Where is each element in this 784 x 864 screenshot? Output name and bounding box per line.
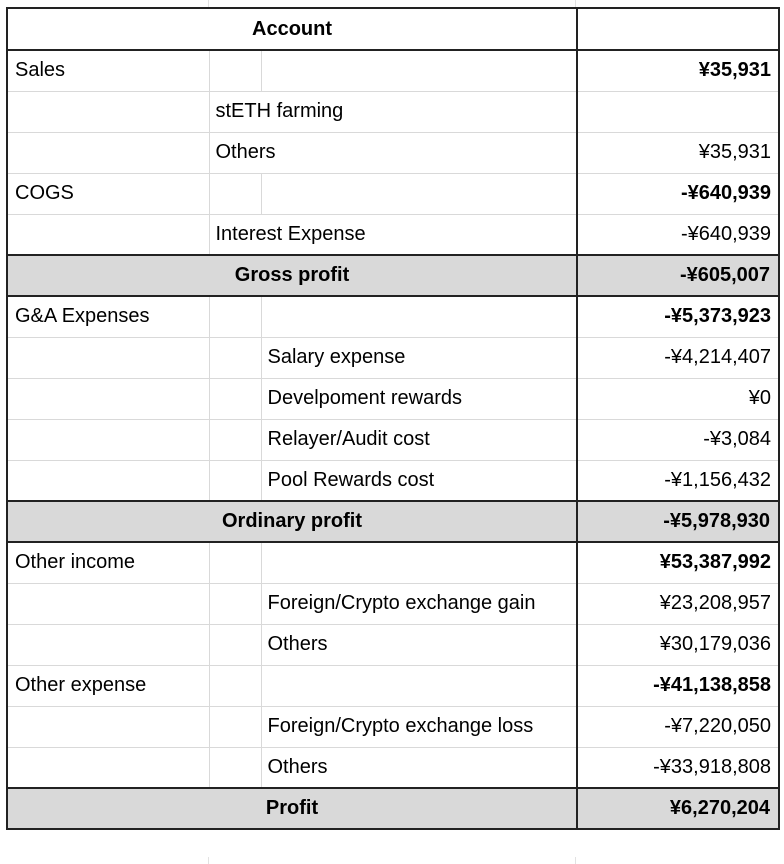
sub-item-cell[interactable]: Develpoment rewards bbox=[261, 378, 577, 419]
empty-cell[interactable] bbox=[209, 173, 261, 214]
account-label-cell[interactable]: Other expense bbox=[7, 665, 209, 706]
amount-cell[interactable]: ¥35,931 bbox=[577, 132, 779, 173]
table-row bbox=[7, 214, 779, 255]
amount-cell[interactable]: -¥640,939 bbox=[577, 214, 779, 255]
table-row bbox=[7, 296, 779, 337]
sub-item-cell[interactable]: Relayer/Audit cost bbox=[261, 419, 577, 460]
header-account-cell[interactable]: Account bbox=[7, 8, 577, 50]
empty-cell[interactable] bbox=[7, 624, 209, 665]
empty-cell[interactable] bbox=[7, 706, 209, 747]
sub-item-cell[interactable]: Salary expense bbox=[261, 337, 577, 378]
header-amount-cell[interactable] bbox=[577, 8, 779, 50]
amount-cell[interactable]: -¥640,939 bbox=[577, 173, 779, 214]
amount-cell[interactable]: -¥41,138,858 bbox=[577, 665, 779, 706]
empty-cell[interactable] bbox=[209, 665, 261, 706]
empty-cell[interactable] bbox=[7, 132, 209, 173]
table-row bbox=[7, 706, 779, 747]
table-row bbox=[7, 419, 779, 460]
sub-item-cell[interactable]: Foreign/Crypto exchange loss bbox=[261, 706, 577, 747]
table-row bbox=[7, 747, 779, 788]
table-row bbox=[7, 624, 779, 665]
empty-cell[interactable] bbox=[7, 747, 209, 788]
empty-cell[interactable] bbox=[7, 91, 209, 132]
gridline bbox=[575, 857, 576, 864]
total-label-cell[interactable]: Profit bbox=[7, 788, 577, 829]
empty-cell[interactable] bbox=[209, 50, 261, 91]
table-row bbox=[7, 378, 779, 419]
account-label-cell[interactable]: Sales bbox=[7, 50, 209, 91]
empty-cell[interactable] bbox=[261, 50, 577, 91]
table-row bbox=[7, 91, 779, 132]
sub-item-cell[interactable]: Pool Rewards cost bbox=[261, 460, 577, 501]
amount-cell[interactable]: -¥4,214,407 bbox=[577, 337, 779, 378]
empty-cell[interactable] bbox=[209, 624, 261, 665]
table-row bbox=[7, 460, 779, 501]
table-row bbox=[7, 173, 779, 214]
sub-item-cell[interactable]: stETH farming bbox=[209, 91, 577, 132]
amount-cell[interactable]: ¥30,179,036 bbox=[577, 624, 779, 665]
empty-cell[interactable] bbox=[261, 173, 577, 214]
sub-item-cell[interactable]: Interest Expense bbox=[209, 214, 577, 255]
table-row bbox=[7, 337, 779, 378]
amount-cell[interactable]: -¥33,918,808 bbox=[577, 747, 779, 788]
amount-cell[interactable]: ¥35,931 bbox=[577, 50, 779, 91]
empty-cell[interactable] bbox=[209, 583, 261, 624]
empty-cell[interactable] bbox=[209, 542, 261, 583]
sub-item-cell[interactable]: Others bbox=[261, 624, 577, 665]
empty-cell[interactable] bbox=[7, 583, 209, 624]
amount-cell[interactable]: -¥7,220,050 bbox=[577, 706, 779, 747]
empty-cell[interactable] bbox=[7, 214, 209, 255]
empty-cell[interactable] bbox=[209, 460, 261, 501]
total-row bbox=[7, 255, 779, 296]
gridline bbox=[208, 857, 209, 864]
header-row bbox=[7, 8, 779, 50]
total-amount-cell[interactable]: ¥6,270,204 bbox=[577, 788, 779, 829]
table-row bbox=[7, 665, 779, 706]
empty-cell[interactable] bbox=[209, 419, 261, 460]
total-amount-cell[interactable]: -¥605,007 bbox=[577, 255, 779, 296]
empty-cell[interactable] bbox=[7, 460, 209, 501]
amount-cell[interactable]: ¥23,208,957 bbox=[577, 583, 779, 624]
amount-cell[interactable]: ¥53,387,992 bbox=[577, 542, 779, 583]
sub-item-cell[interactable]: Others bbox=[209, 132, 577, 173]
empty-cell[interactable] bbox=[209, 706, 261, 747]
empty-cell[interactable] bbox=[209, 296, 261, 337]
table-row bbox=[7, 583, 779, 624]
total-row bbox=[7, 788, 779, 829]
total-label-cell[interactable]: Ordinary profit bbox=[7, 501, 577, 542]
amount-cell[interactable]: -¥3,084 bbox=[577, 419, 779, 460]
amount-cell[interactable]: ¥0 bbox=[577, 378, 779, 419]
empty-cell[interactable] bbox=[7, 419, 209, 460]
empty-cell[interactable] bbox=[7, 337, 209, 378]
empty-cell[interactable] bbox=[209, 378, 261, 419]
gridline bbox=[208, 0, 209, 7]
empty-cell[interactable] bbox=[7, 378, 209, 419]
empty-cell[interactable] bbox=[261, 665, 577, 706]
account-label-cell[interactable]: G&A Expenses bbox=[7, 296, 209, 337]
empty-cell[interactable] bbox=[209, 337, 261, 378]
empty-cell[interactable] bbox=[261, 542, 577, 583]
amount-cell[interactable]: -¥5,373,923 bbox=[577, 296, 779, 337]
amount-cell[interactable]: -¥1,156,432 bbox=[577, 460, 779, 501]
gridline bbox=[575, 0, 576, 7]
account-label-cell[interactable]: COGS bbox=[7, 173, 209, 214]
sub-item-cell[interactable]: Foreign/Crypto exchange gain bbox=[261, 583, 577, 624]
empty-cell[interactable] bbox=[261, 296, 577, 337]
total-row bbox=[7, 501, 779, 542]
account-label-cell[interactable]: Other income bbox=[7, 542, 209, 583]
sub-item-cell[interactable]: Others bbox=[261, 747, 577, 788]
empty-cell[interactable] bbox=[209, 747, 261, 788]
table-row bbox=[7, 50, 779, 91]
total-label-cell[interactable]: Gross profit bbox=[7, 255, 577, 296]
table-row bbox=[7, 542, 779, 583]
table-row bbox=[7, 132, 779, 173]
profit-loss-table bbox=[6, 7, 780, 830]
amount-cell[interactable] bbox=[577, 91, 779, 132]
total-amount-cell[interactable]: -¥5,978,930 bbox=[577, 501, 779, 542]
